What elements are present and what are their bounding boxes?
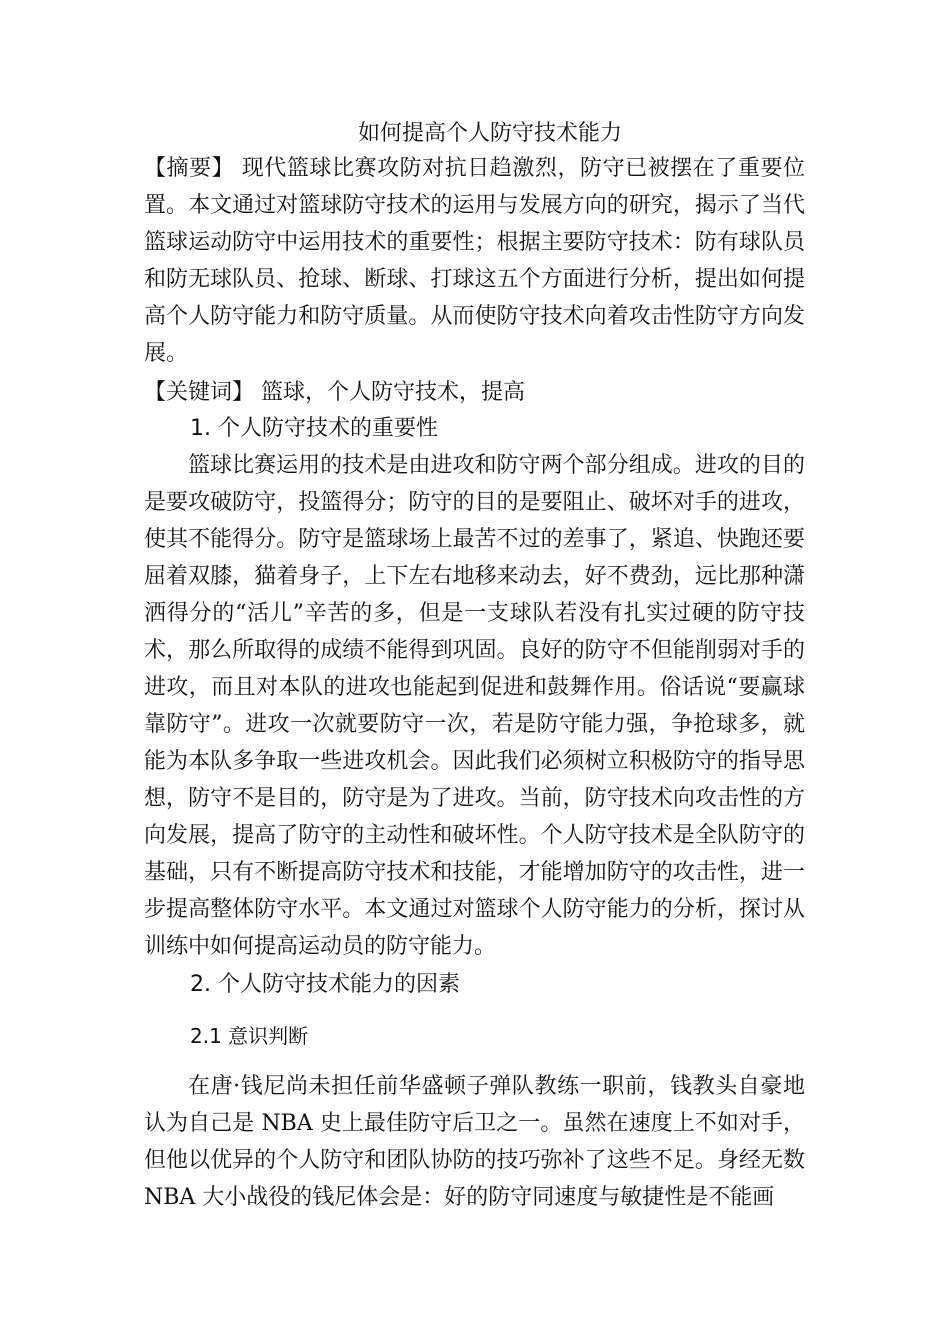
abstract-paragraph: 【摘要】 现代篮球比赛攻防对抗日趋激烈，防守已被摆在了重要位置。本文通过对篮球防守技术的运用与发展方向的研究，揭示了当代篮球运动防守中运用技术的重要性；根据主要防守技术：防有球队员和防无球队员、抢球、断球、打球这五个方面进行分析，提出如何提高个人防守能力和防守质量。从而使防守技术向着攻击性防守方向发展。 [144,156,805,366]
subsection-heading-2-1: 2.1 意识判断 [190,1024,309,1048]
keywords-line: 【关键词】 篮球，个人防守技术，提高 [144,380,525,405]
section2-1-paragraph: 在唐·钱尼尚未担任前华盛顿子弹队教练一职前，钱教头自豪地认为自己是 NBA 史上最佳防守后卫之一。虽然在速度上不如对手，但他以优异的个人防守和团队协防的技巧弥补了这些不足。身经无数 NBA 大小战役的钱尼体会是：好的防守同速度与敏捷性是不能画 [144,1074,805,1210]
section-heading-1: 1. 个人防守技术的重要性 [190,416,438,441]
section1-paragraph: 篮球比赛运用的技术是由进攻和防守两个部分组成。进攻的目的是要攻破防守，投篮得分；防守的目的是要阻止、破坏对手的进攻，使其不能得分。防守是篮球场上最苦不过的差事了，紧追、快跑还要屈着双膝，猫着身子，上下左右地移来动去，好不费劲，远比那种潇洒得分的“活儿”辛苦的多，但是一支球队若没有扎实过硬的防守技术，那么所取得的成绩不能得到巩固。良好的防守不但能削弱对手的进攻，而且对本队的进攻也能起到促进和鼓舞作用。俗话说“要赢球靠防守”。进攻一次就要防守一次，若是防守能力强，争抢球多，就能为本队多争取一些进攻机会。因此我们必须树立积极防守的指导思想，防守不是目的，防守是为了进攻。当前，防守技术向攻击性的方向发展，提高了防守的主动性和破坏性。个人防守技术是全队防守的基础，只有不断提高防守技术和技能，才能增加防守的攻击性，进一步提高整体防守水平。本文通过对篮球个人防守能力的分析，探讨从训练中如何提高运动员的防守能力。 [144,453,805,959]
section-heading-2: 2. 个人防守技术能力的因素 [190,972,460,997]
document-title: 如何提高个人防守技术能力 [357,121,622,146]
